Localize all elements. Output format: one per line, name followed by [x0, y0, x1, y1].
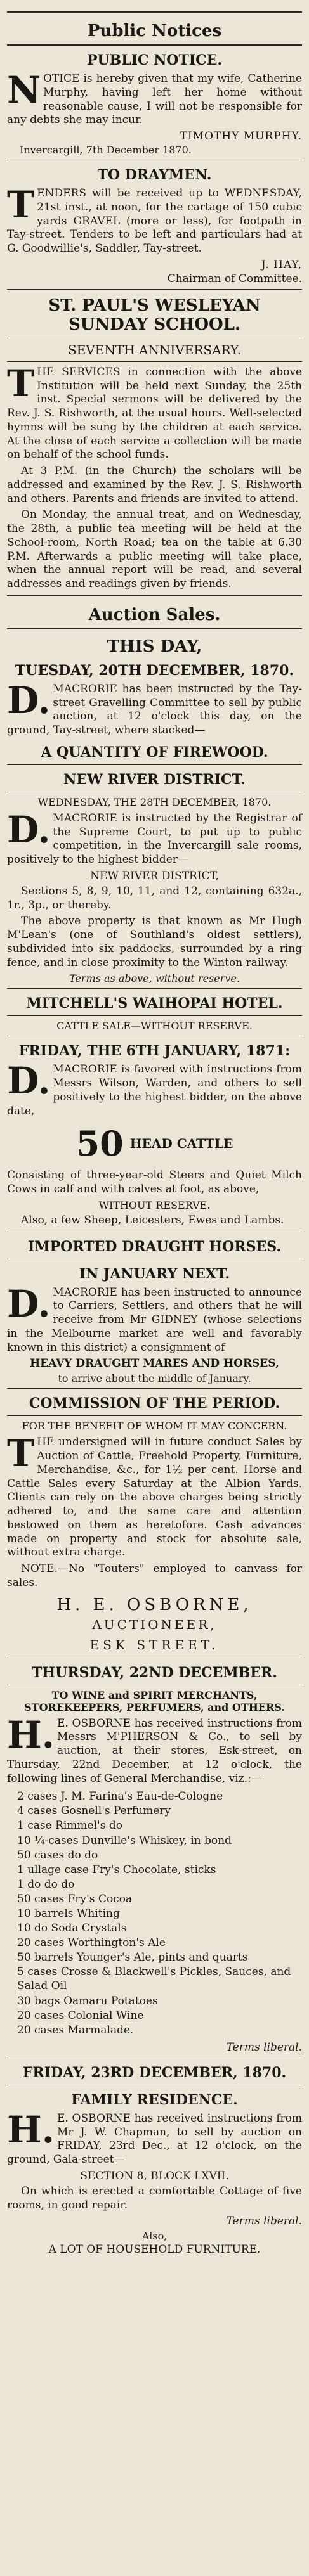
section-rule — [7, 595, 302, 596]
new-river-terms: Terms as above, without reserve. — [69, 972, 240, 985]
waihopai-body-1: D.MACRORIE is favored with instructions from Messrs Wilson, Warden, and others to sell positively to the highest bidder, on the above date, — [7, 1059, 302, 1117]
new-river-body-1: D.MACRORIE is instructed by the Registrar of the Supreme Court, to put up to public competition, in the Invercargill sale rooms, positively to the highest bidder— — [7, 808, 302, 866]
head-cattle-number: 50 — [76, 1123, 124, 1164]
divider — [7, 1015, 302, 1016]
draymen-title: TO DRAYMEN. — [97, 167, 212, 183]
divider — [7, 1388, 302, 1389]
list-item: 20 cases Worthington's Ale — [17, 1936, 166, 1950]
public-notices-header: Public Notices — [7, 16, 302, 46]
waihopai-sale: CATTLE SALE—WITHOUT RESERVE. — [56, 1020, 253, 1033]
divider — [7, 764, 302, 765]
firewood-body: D.MACRORIE has been instructed by the Tay-street Gravelling Committee to sell by public auction, at 12 o'clock this day, on the ground, Tay-street, where stacked— — [7, 678, 302, 737]
list-item: 30 bags Oamaru Potatoes — [17, 1994, 158, 2007]
st-pauls-subtitle: SEVENTH ANNIVERSARY. — [68, 342, 241, 357]
draymen-body: TENDERS will be received up to WEDNESDAY, 21st inst., at noon, for the cartage of 150 cubic yards GRAVEL (more or less), for footpath in Tay-street. Tenders to be left and particulars had at G. Goodwillie's, Saddler, Tay-street. — [7, 183, 302, 255]
list-item: 2 cases J. M. Farina's Eau-de-Cologne — [17, 1790, 223, 1803]
family-lot: A LOT OF HOUSEHOLD FURNITURE. — [48, 2243, 261, 2257]
wine-items-list — [17, 1789, 302, 2037]
osborne-name: H. E. OSBORNE, — [56, 1595, 253, 1614]
firewood-line-2: TUESDAY, 20TH DECEMBER, 1870. — [15, 662, 294, 679]
new-river-title: NEW RIVER DISTRICT. — [63, 771, 246, 788]
divider — [7, 1415, 302, 1416]
waihopai-date: FRIDAY, THE 6TH JANUARY, 1871: — [18, 1043, 291, 1060]
list-item: 50 cases do do — [17, 1848, 98, 1862]
osborne-address: ESK STREET. — [89, 1637, 220, 1652]
draught-arrive: to arrive about the middle of January. — [58, 1372, 251, 1385]
draymen-role: Chairman of Committee. — [167, 272, 302, 285]
head-cattle-banner — [7, 1123, 302, 1164]
st-pauls-body-2: At 3 P.M. (in the Church) the scholars will be addressed and examined by the Rev. J. S. Rishworth and others. Parents and friends are invited to attend. — [7, 465, 302, 505]
divider — [7, 361, 302, 362]
list-item: 50 barrels Younger's Ale, pints and quarts — [17, 1951, 248, 1964]
list-item: 5 cases Crosse & Blackwell's Pickles, Sauces, and Salad Oil — [17, 1966, 291, 1993]
waihopai-title: MITCHELL'S WAIHOPAI HOTEL. — [26, 995, 283, 1012]
st-pauls-body-3: On Monday, the annual treat, and on Wednesday, the 28th, a public tea meeting will be held at the School-room, North Road; tea on the table at 6.30 P.M. Afterwards a public meeting will take place, when the annual report will be read, and several addresses and readings given by friends. — [7, 508, 302, 590]
divider — [7, 988, 302, 989]
osborne-role: AUCTIONEER, — [92, 1616, 217, 1632]
wine-title: TO WINE and SPIRIT MERCHANTS, STOREKEEPERS, PERFUMERS, and OTHERS. — [24, 1689, 285, 1713]
commission-title: COMMISSION OF THE PERIOD. — [29, 1395, 280, 1412]
st-pauls-title: ST. PAUL'S WESLEYAN SUNDAY SCHOOL. — [48, 295, 261, 334]
family-terms: Terms liberal. — [226, 2215, 302, 2228]
family-date: FRIDAY, 23RD DECEMBER, 1870. — [22, 2064, 287, 2081]
public-notice-signature: TIMOTHY MURPHY. — [180, 130, 302, 143]
list-item: 10 ¼-cases Dunville's Whiskey, in bond — [17, 1834, 232, 1847]
auction-sales-header: Auction Sales. — [7, 600, 302, 629]
waihopai-body-2: Consisting of three-year-old Steers and Quiet Milch Cows in calf and with calves at foot, as above, — [7, 1169, 302, 1195]
firewood-line-1: THIS DAY, — [107, 636, 202, 656]
draymen-signature: J. HAY, — [261, 258, 302, 271]
new-river-sections: Sections 5, 8, 9, 10, 11, and 12, containing 632a., 1r., 3p., or thereby. — [7, 884, 302, 911]
list-item: 10 barrels Whiting — [17, 1907, 120, 1920]
family-body-2: On which is erected a comfortable Cottage of five rooms, in good repair. — [7, 2184, 302, 2212]
head-cattle-label: HEAD CATTLE — [129, 1136, 233, 1152]
public-notice-body: NOTICE is hereby given that my wife, Catherine Murphy, having left her home without reasonable cause, I will not be responsible for any debts she may incur. — [7, 68, 302, 127]
commission-body: THE undersigned will in future conduct Sales by Auction of Cattle, Freehold Property, Furniture, Merchandise, &c., for 1½ per cent. Horse and Cattle Sales every Saturday at the Albion Yards. Clients can rely on the above charges being strictly adhered to, and the same care and attention bestowed on them as heretofore. Cash advances made on property and stock for absolute sale, without extra charge. — [7, 1432, 302, 1559]
commission-subtitle: FOR THE BENEFIT OF WHOM IT MAY CONCERN. — [22, 1420, 287, 1433]
public-notice-title: PUBLIC NOTICE. — [86, 52, 223, 68]
draught-heavy: HEAVY DRAUGHT MARES AND HORSES, — [30, 1357, 279, 1370]
waihopai-no-reserve: WITHOUT RESERVE. — [98, 1199, 211, 1211]
list-item: 10 do Soda Crystals — [17, 1922, 127, 1935]
st-pauls-body-1: THE SERVICES in connection with the above Institution will be held next Sunday, the 25th inst. Special sermons will be delivered by the Rev. J. S. Rishworth, at the usual hours. Well-selected hymns will be sung by the children at each service. At the close of each service a collection will be made on behalf of the school funds. — [7, 361, 302, 461]
family-section: SECTION 8, BLOCK LXVII. — [80, 2169, 229, 2182]
list-item: 50 cases Fry's Cocoa — [17, 1892, 133, 1905]
list-item: 1 case Rimmel's do — [17, 1819, 122, 1832]
draught-subtitle: IN JANUARY NEXT. — [79, 1265, 230, 1282]
public-notice-date: Invercargill, 7th December 1870. — [20, 144, 192, 156]
family-body-1: H.E. OSBORNE has received instructions from Mr J. W. Chapman, to sell by auction on FRIDAY, 23rd Dec., at 12 o'clock, on the ground, Gala-street— — [7, 2108, 302, 2167]
new-river-district: NEW RIVER DISTRICT, — [90, 869, 219, 882]
new-river-body-2: The above property is that known as Mr Hugh M'Lean's (one of Southland's oldest settlers), subdivided into six paddocks, surrounded by a ring fence, and in close proximity to the Winton railway. — [7, 915, 302, 969]
commission-note: NOTE.—No "Touters" employed to canvass for sales. — [7, 1562, 302, 1589]
family-title: FAMILY RESIDENCE. — [71, 2091, 238, 2108]
firewood-title: A QUANTITY OF FIREWOOD. — [41, 744, 268, 761]
draught-title: IMPORTED DRAUGHT HORSES. — [28, 1238, 281, 1255]
waihopai-also: Also, a few Sheep, Leicesters, Ewes and Lambs. — [21, 1213, 284, 1227]
list-item: 1 ullage case Fry's Chocolate, sticks — [17, 1863, 216, 1876]
wine-terms: Terms liberal. — [226, 2040, 302, 2054]
family-also: Also, — [141, 2230, 168, 2243]
list-item: 4 cases Gosnell's Perfumery — [17, 1805, 171, 1818]
wine-body: H.E. OSBORNE has received instructions from Messrs M'PHERSON & Co., to sell by auction, at their stores, Esk-street, on Thursday, 22nd December, at 12 o'clock, the following lines of General Merchandise, viz.:— — [7, 1713, 302, 1785]
top-rule — [7, 11, 302, 13]
list-item: 20 cases Marmalade. — [17, 2023, 134, 2037]
newspaper-column — [7, 0, 302, 2256]
wine-date: THURSDAY, 22ND DECEMBER. — [32, 1664, 277, 1681]
new-river-date: WEDNESDAY, THE 28TH DECEMBER, 1870. — [37, 795, 272, 808]
list-item: 20 cases Colonial Wine — [17, 2009, 144, 2022]
list-item: 1 do do do — [17, 1877, 75, 1891]
draught-body: D.MACRORIE has been instructed to announce to Carriers, Settlers, and others that he will receive from Mr GIDNEY (whose selections in the Melbourne market are well and favorably known in this district) a consignment of — [7, 1282, 302, 1354]
divider — [7, 289, 302, 290]
